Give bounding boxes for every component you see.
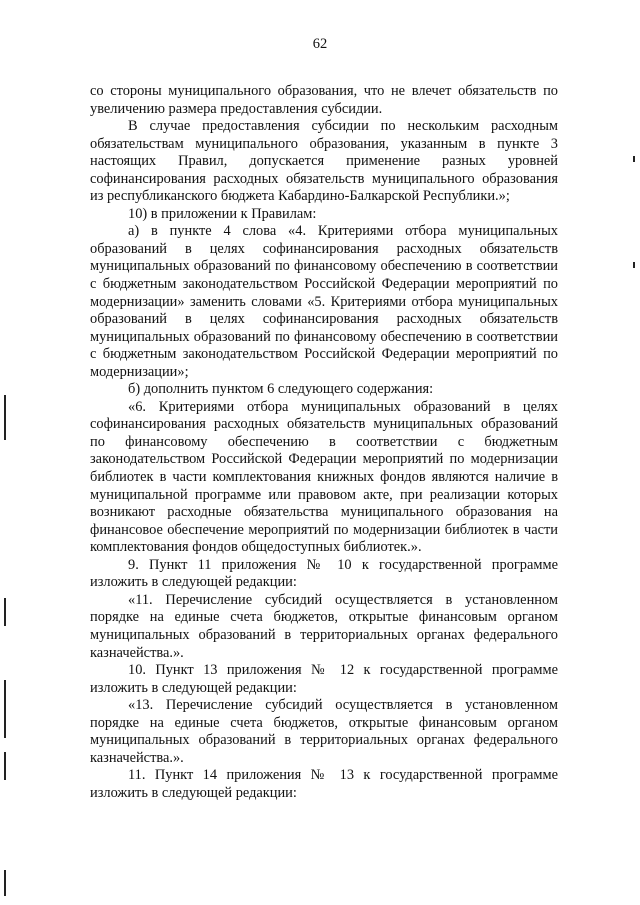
- scan-mark: [4, 598, 6, 626]
- paragraph: 10. Пункт 13 приложения № 12 к государственной программе изложить в следующей редакции:: [90, 662, 558, 696]
- scan-mark: [633, 262, 635, 268]
- document-body: [90, 83, 558, 802]
- paragraph: б) дополнить пунктом 6 следующего содержания:: [128, 381, 434, 398]
- paragraph: а) в пункте 4 слова «4. Критериями отбора муниципальных образований в целях софинансирования расходных обязательств муниципальных образований по финансовому обеспечению в соответствии с бюджетным законодательством Российской Федерации мероприятий по модернизации» заменить словами «5. Критериями отбора муниципальных образований в целях софинансирования расходных обязательств муниципальных образований по финансовому обеспечению в соответствии с бюджетным законодательством Российской Федерации мероприятий по модернизации»;: [90, 223, 558, 380]
- paragraph: «11. Перечисление субсидий осуществляется в установленном порядке на единые счета бюджетов, открытые финансовым органом муниципальных образований в территориальных органах федерального казначейства.».: [90, 591, 558, 661]
- scan-mark: [4, 752, 6, 780]
- scan-mark: [4, 395, 6, 440]
- paragraph: «13. Перечисление субсидий осуществляется в установленном порядке на единые счета бюджетов, открытые финансовым органом муниципальных образований в территориальных органах федерального казначейства.».: [90, 697, 558, 766]
- paragraph: 9. Пункт 11 приложения № 10 к государственной программе изложить в следующей редакции:: [90, 556, 558, 591]
- page-number: 62: [312, 36, 328, 52]
- scan-mark: [633, 156, 635, 162]
- paragraph: 10) в приложении к Правилам:: [128, 205, 317, 222]
- scan-mark: [4, 870, 6, 896]
- paragraph: 11. Пункт 14 приложения № 13 к государственной программе изложить в следующей редакции:: [90, 767, 558, 801]
- paragraph: со стороны муниципального образования, что не влечет обязательств по увеличению размера предоставления субсидии.: [90, 83, 558, 117]
- paragraph: В случае предоставления субсидии по нескольким расходным обязательствам муниципального образования, указанным в пункте 3 настоящих Правил, допускается применение разных уровней софинансирования расходных обязательств муниципального образования из республиканского бюджета Кабардино-Балкарской Республики.»;: [90, 118, 558, 205]
- paragraph: «6. Критериями отбора муниципальных образований в целях софинансирования расходных обязательств муниципальных образований по финансовому обеспечению в соответствии с бюджетным законодательством Российской Федерации мероприятий по модернизации библиотек в части комплектования книжных фондов являются наличие в муниципальной программе или правовом акте, при реализации которых возникают расходные обязательства муниципального образования на финансовое обеспечение мероприятий по модернизации библиотек в части комплектования фондов общедоступных библиотек.».: [90, 398, 558, 556]
- scan-mark: [4, 680, 6, 738]
